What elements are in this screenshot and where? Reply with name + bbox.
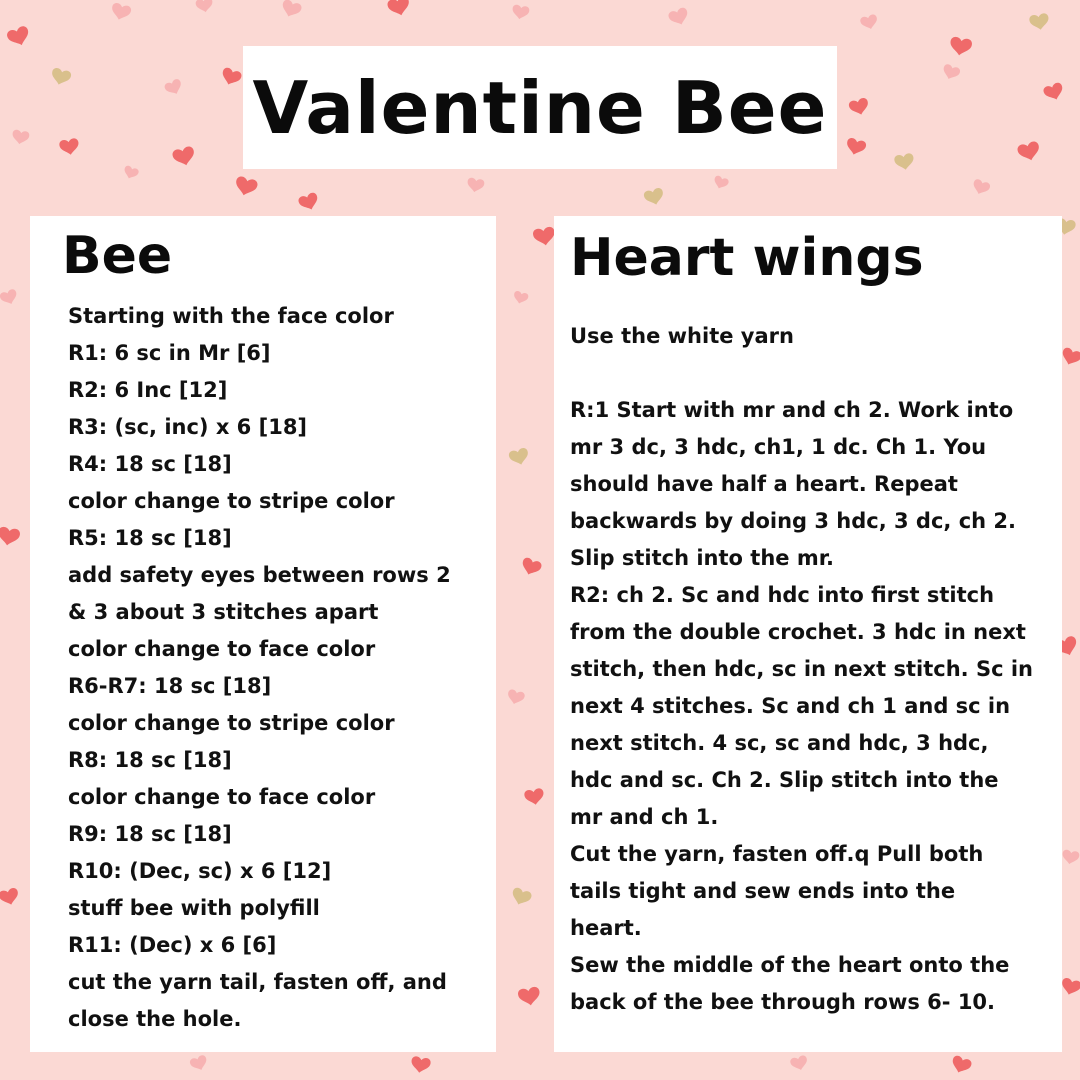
bee-instruction-line: color change to face color <box>68 785 376 809</box>
heart-icon <box>517 986 541 1007</box>
heart-icon <box>279 0 302 20</box>
page-title: Valentine Bee <box>252 65 828 150</box>
heart-wings-instruction-line: heart. <box>570 916 642 940</box>
bee-instruction-line: R9: 18 sc [18] <box>68 822 232 846</box>
heart-icon <box>971 178 991 197</box>
heart-icon <box>6 25 32 49</box>
heart-icon <box>1059 977 1080 997</box>
heart-wings-instruction-line: hdc and sc. Ch 2. Slip stitch into the <box>570 768 999 792</box>
heart-icon <box>1016 140 1041 163</box>
heart-icon <box>195 0 214 14</box>
heart-icon <box>0 526 21 547</box>
heart-icon <box>844 137 867 157</box>
heart-icon <box>1061 849 1080 865</box>
heart-wings-instruction-line: R:1 Start with mr and ch 2. Work into <box>570 398 1014 422</box>
bee-instruction-line: stuff bee with polyfill <box>68 896 320 920</box>
heart-icon <box>59 138 81 157</box>
heart-icon <box>941 63 961 82</box>
heart-icon <box>859 14 879 32</box>
heart-icon <box>109 2 132 22</box>
heart-icon <box>171 145 196 168</box>
bee-instruction-line: R2: 6 Inc [12] <box>68 378 228 402</box>
heart-icon <box>189 1054 209 1073</box>
bee-instruction-line: R11: (Dec) x 6 [6] <box>68 933 277 957</box>
heart-icon <box>233 175 258 198</box>
heart-wings-instruction-line: mr and ch 1. <box>570 805 719 829</box>
heart-wings-instruction-line: Cut the yarn, fasten off.q Pull both <box>570 842 984 866</box>
heart-icon <box>949 1054 972 1075</box>
heart-wings-intro: Use the white yarn <box>570 324 794 348</box>
heart-icon <box>509 886 532 907</box>
heart-wings-instruction-line: backwards by doing 3 hdc, 3 dc, ch 2. <box>570 509 1017 533</box>
heart-icon <box>512 290 529 305</box>
heart-icon <box>508 447 531 467</box>
heart-icon <box>789 1055 809 1073</box>
heart-icon <box>848 97 871 117</box>
heart-wings-instruction-line: tails tight and sew ends into the <box>570 879 956 903</box>
heart-wings-instruction-line: should have half a heart. Repeat <box>570 472 958 496</box>
heart-wings-instruction-line: stitch, then hdc, sc in next stitch. Sc in <box>570 657 1033 681</box>
bee-instruction-line: color change to stripe color <box>68 489 395 513</box>
bee-instruction-line: close the hole. <box>68 1007 242 1031</box>
heart-icon <box>219 66 242 87</box>
bee-instruction-line: R5: 18 sc [18] <box>68 526 232 550</box>
heart-icon <box>163 78 184 98</box>
heart-wings-instruction-line: Sew the middle of the heart onto the <box>570 953 1010 977</box>
heart-wings-instructions-list <box>570 318 1048 1021</box>
blank-line <box>570 355 1048 392</box>
heart-wings-instruction-line: from the double crochet. 3 hdc in next <box>570 620 1026 644</box>
bee-section-card <box>30 216 496 1052</box>
heart-icon <box>894 153 916 172</box>
bee-instruction-line: R6-R7: 18 sc [18] <box>68 674 272 698</box>
bee-heading: Bee <box>62 226 173 286</box>
heart-icon <box>524 788 546 807</box>
heart-icon <box>1042 81 1065 102</box>
bee-instruction-line: add safety eyes between rows 2 <box>68 563 451 587</box>
heart-icon <box>643 187 666 207</box>
heart-wings-instruction-line: next 4 stitches. Sc and ch 1 and sc in <box>570 694 1011 718</box>
heart-icon <box>712 175 730 191</box>
bee-instruction-line: R8: 18 sc [18] <box>68 748 232 772</box>
heart-wings-instruction-line: back of the bee through rows 6- 10. <box>570 990 996 1014</box>
bee-instruction-line: R1: 6 sc in Mr [6] <box>68 341 271 365</box>
heart-icon <box>466 177 485 193</box>
heart-icon <box>1029 13 1051 32</box>
heart-icon <box>506 689 526 707</box>
heart-icon <box>667 6 690 27</box>
heart-wings-instruction-line: R2: ch 2. Sc and hdc into first stitch <box>570 583 995 607</box>
heart-icon <box>1059 346 1080 367</box>
heart-icon <box>49 67 72 87</box>
heart-icon <box>511 4 530 20</box>
heart-icon <box>11 129 30 145</box>
title-card <box>243 46 837 169</box>
heart-icon <box>0 288 19 307</box>
heart-wings-instruction-line: Slip stitch into the mr. <box>570 546 835 570</box>
bee-instruction-line: Starting with the face color <box>68 304 394 328</box>
heart-icon <box>122 165 140 181</box>
heart-icon <box>410 1056 432 1075</box>
heart-wings-heading: Heart wings <box>570 228 924 288</box>
heart-wings-section-card <box>554 216 1062 1052</box>
bee-instruction-line: color change to stripe color <box>68 711 395 735</box>
bee-instruction-line: & 3 about 3 stitches apart <box>68 600 379 624</box>
heart-wings-instruction-line: mr 3 dc, 3 hdc, ch1, 1 dc. Ch 1. You <box>570 435 987 459</box>
heart-icon <box>0 887 21 907</box>
heart-icon <box>519 556 542 577</box>
heart-icon <box>532 226 556 247</box>
bee-instruction-line: color change to face color <box>68 637 376 661</box>
bee-instruction-line: R3: (sc, inc) x 6 [18] <box>68 415 308 439</box>
heart-wings-instruction-line: next stitch. 4 sc, sc and hdc, 3 hdc, <box>570 731 989 755</box>
heart-icon <box>948 36 972 57</box>
bee-instruction-line: cut the yarn tail, fasten off, and <box>68 970 447 994</box>
heart-icon <box>297 191 320 212</box>
bee-instruction-line: R4: 18 sc [18] <box>68 452 232 476</box>
bee-instructions-list <box>68 298 482 1038</box>
heart-icon <box>386 0 411 18</box>
bee-instruction-line: R10: (Dec, sc) x 6 [12] <box>68 859 332 883</box>
